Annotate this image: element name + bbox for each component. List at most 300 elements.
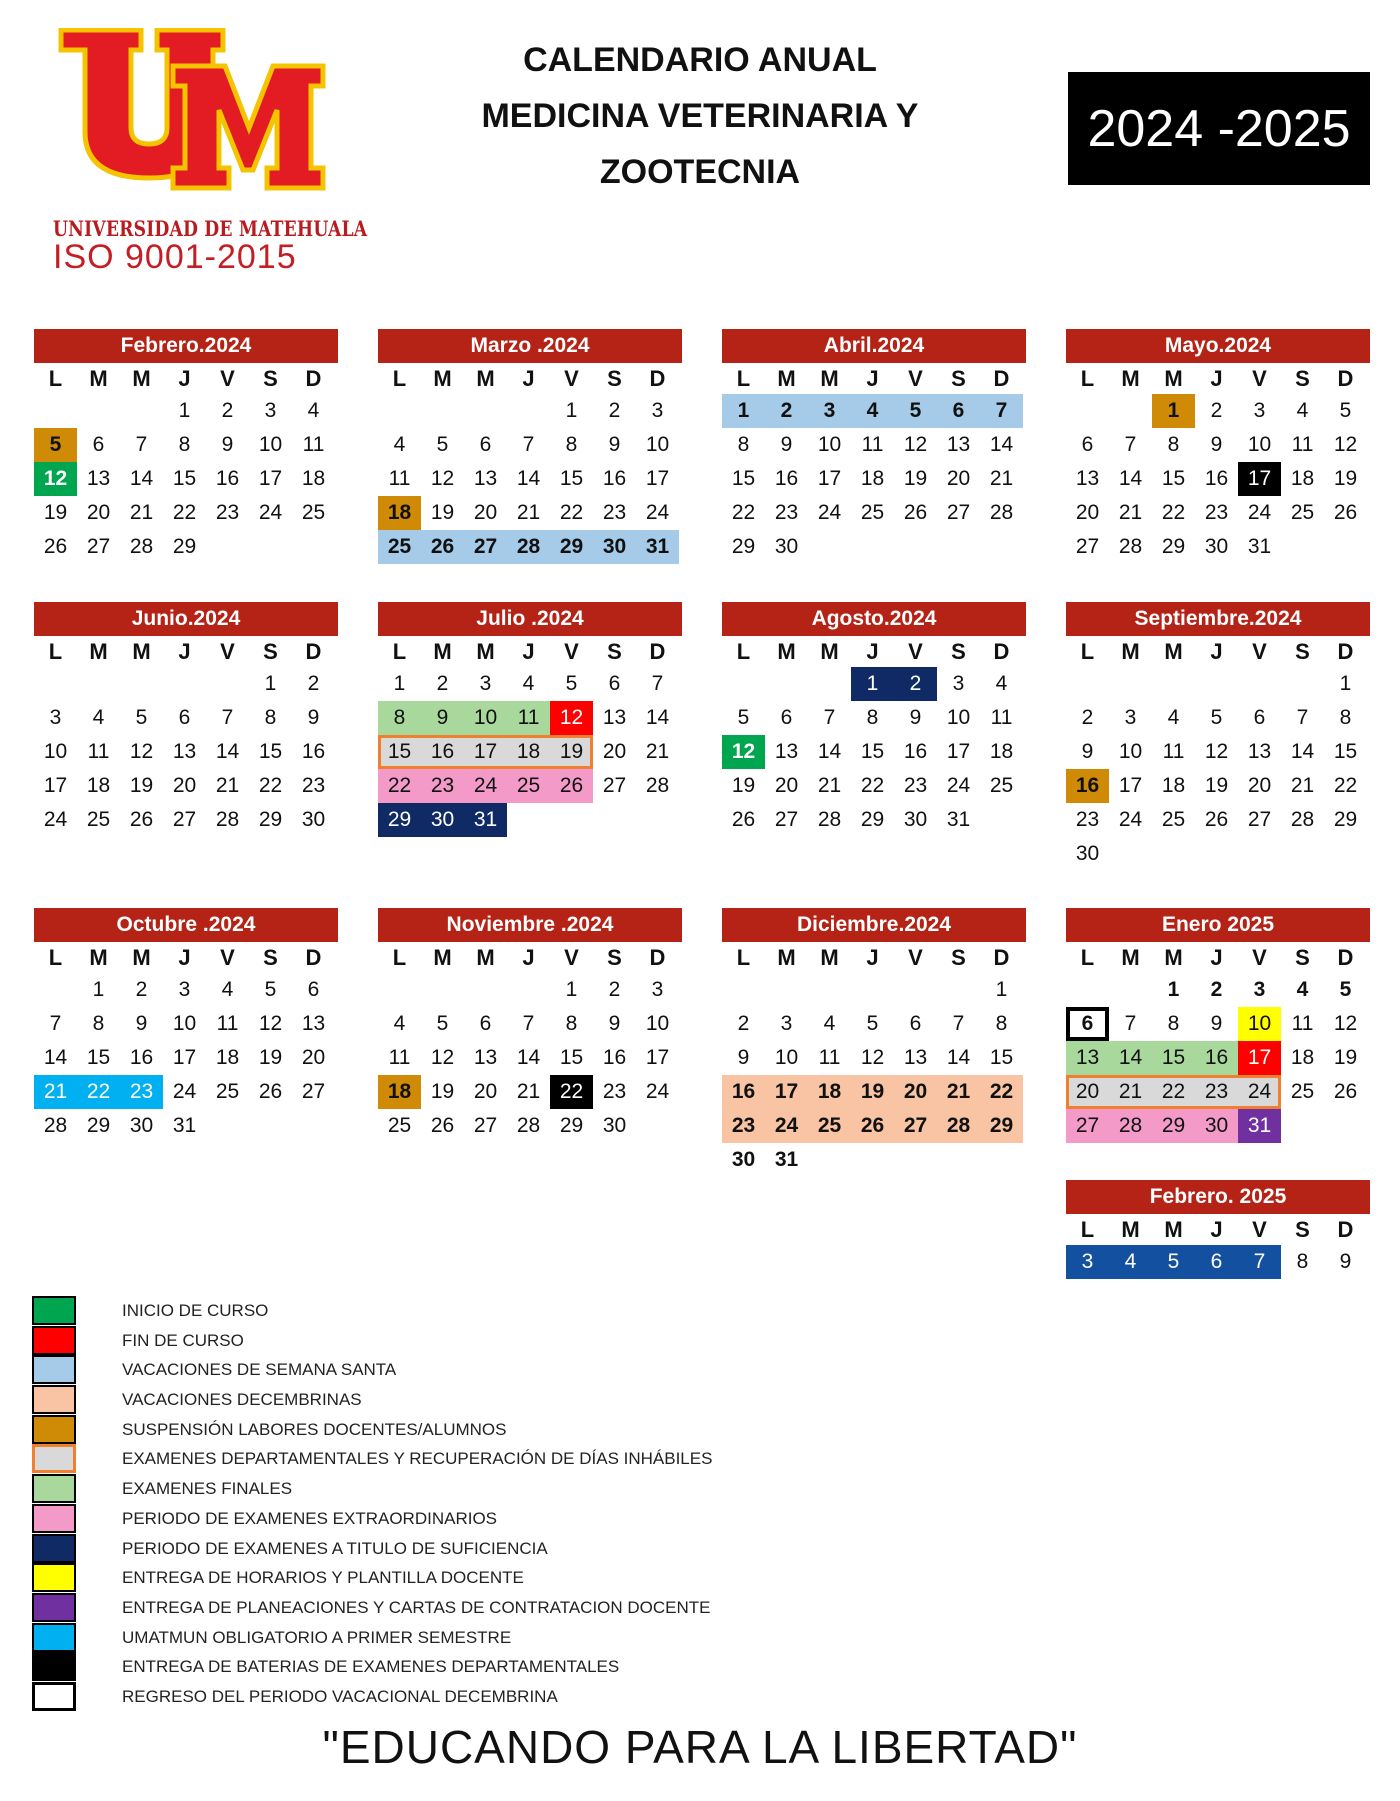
week-row — [378, 1041, 682, 1075]
day-cell: 6 — [1081, 433, 1094, 456]
week-row — [1066, 496, 1370, 530]
day-cell: 19 — [43, 501, 68, 524]
day-cell: 16 — [1066, 769, 1109, 803]
day-cell: 9 — [909, 706, 922, 729]
legend-label: FIN DE CURSO — [122, 1330, 244, 1350]
day-cell: 11 — [87, 740, 110, 763]
day-cell: 10 — [172, 1012, 197, 1035]
week-row — [1066, 1007, 1370, 1041]
week-row — [378, 496, 682, 530]
month-title: Diciembre.2024 — [722, 908, 1026, 942]
day-cell: 7 — [980, 394, 1023, 428]
day-cell: 7 — [952, 1012, 965, 1035]
empty-cell — [937, 530, 980, 564]
weekday-header — [34, 942, 338, 973]
weekday-label: D — [305, 638, 322, 664]
day-cell: 5 — [1339, 399, 1352, 422]
weekday-label: S — [1295, 1216, 1310, 1242]
month-12 — [1066, 908, 1370, 1143]
weekday-label: M — [132, 638, 151, 664]
day-cell: 22 — [1152, 1075, 1195, 1109]
day-cell: 31 — [946, 808, 971, 831]
day-cell: 12 — [430, 1046, 455, 1069]
day-cell: 26 — [430, 1114, 455, 1137]
empty-cell — [120, 667, 163, 701]
weekday-label: V — [908, 365, 923, 391]
day-cell: 17 — [172, 1046, 197, 1069]
legend-label: INICIO DE CURSO — [122, 1301, 269, 1320]
day-cell: 7 — [1124, 433, 1137, 456]
month-9 — [34, 908, 338, 1143]
week-row — [722, 701, 1026, 735]
week-row — [378, 462, 682, 496]
week-row — [722, 803, 1026, 837]
day-cell: 25 — [1290, 1080, 1315, 1103]
month-2 — [378, 329, 682, 564]
day-cell: 17 — [258, 467, 283, 490]
weekday-header — [1066, 942, 1370, 973]
day-cell: 25 — [860, 501, 885, 524]
weekday-label: J — [1210, 365, 1223, 391]
day-cell: 13 — [774, 740, 799, 763]
exam-period-outline — [1066, 1075, 1281, 1109]
day-cell: 19 — [1333, 1046, 1358, 1069]
month-title: Julio .2024 — [378, 602, 682, 636]
day-cell: 25 — [989, 774, 1014, 797]
day-cell: 28 — [989, 501, 1014, 524]
day-cell: 5 — [1339, 978, 1352, 1001]
legend-swatch — [32, 1326, 76, 1355]
day-cell: 21 — [1118, 501, 1143, 524]
day-cell: 21 — [645, 740, 670, 763]
day-cell: 12 — [129, 740, 154, 763]
weekday-label: V — [908, 944, 923, 970]
weekday-label: L — [736, 638, 751, 664]
day-cell: 16 — [1195, 1041, 1238, 1075]
day-cell: 13 — [1247, 740, 1272, 763]
motto: "EDUCANDO PARA LA LIBERTAD" — [322, 1721, 1078, 1773]
day-cell: 6 — [1253, 706, 1266, 729]
day-cell: 5 — [135, 706, 148, 729]
day-cell: 20 — [774, 774, 799, 797]
month-title: Mayo.2024 — [1066, 329, 1370, 363]
day-cell: 15 — [258, 740, 283, 763]
empty-cell — [292, 530, 335, 564]
day-cell: 10 — [774, 1046, 799, 1069]
day-cell: 19 — [903, 467, 928, 490]
day-cell: 1 — [92, 978, 105, 1001]
day-cell: 12 — [1333, 433, 1358, 456]
week-row — [378, 803, 682, 837]
day-cell: 9 — [221, 433, 234, 456]
week-row — [722, 1075, 1026, 1109]
day-cell: 5 — [737, 706, 750, 729]
month-title: Junio.2024 — [34, 602, 338, 636]
empty-cell — [1109, 837, 1152, 871]
day-cell: 4 — [393, 1012, 406, 1035]
day-cell: 13 — [301, 1012, 326, 1035]
day-cell: 18 — [860, 467, 885, 490]
day-cell: 15 — [860, 740, 885, 763]
day-cell: 30 — [1195, 1109, 1238, 1143]
day-cell: 27 — [946, 501, 971, 524]
empty-cell — [722, 667, 765, 701]
day-cell: 9 — [608, 1012, 621, 1035]
week-row — [1066, 803, 1370, 837]
day-cell: 2 — [737, 1012, 750, 1035]
day-cell: 4 — [1109, 1245, 1152, 1279]
day-cell: 15 — [731, 467, 756, 490]
weekday-header — [34, 636, 338, 667]
day-cell: 19 — [851, 1075, 894, 1109]
day-cell: 30 — [301, 808, 326, 831]
weekday-label: M — [476, 944, 495, 970]
day-cell: 13 — [86, 467, 111, 490]
day-cell: 3 — [1066, 1245, 1109, 1279]
week-row — [722, 462, 1026, 496]
day-cell: 20 — [1247, 774, 1272, 797]
day-cell: 2 — [1081, 706, 1094, 729]
day-cell: 4 — [1296, 399, 1309, 422]
empty-cell — [120, 394, 163, 428]
week-row — [1066, 1245, 1370, 1279]
day-cell: 30 — [731, 1148, 756, 1171]
day-cell: 16 — [215, 467, 240, 490]
empty-cell — [1152, 667, 1195, 701]
day-cell: 7 — [49, 1012, 62, 1035]
day-cell: 23 — [215, 501, 240, 524]
empty-cell — [292, 1109, 335, 1143]
day-cell: 9 — [1210, 1012, 1223, 1035]
week-row — [378, 973, 682, 1007]
day-cell: 23 — [301, 774, 326, 797]
day-cell: 25 — [378, 530, 421, 564]
day-cell: 29 — [980, 1109, 1023, 1143]
day-cell: 31 — [172, 1114, 197, 1137]
month-title: Abril.2024 — [722, 329, 1026, 363]
week-row — [378, 667, 682, 701]
day-cell: 29 — [378, 803, 421, 837]
day-cell: 8 — [378, 701, 421, 735]
day-cell: 17 — [1238, 462, 1281, 496]
empty-cell — [464, 973, 507, 1007]
week-row — [722, 394, 1026, 428]
day-cell: 11 — [861, 433, 884, 456]
week-row — [1066, 667, 1370, 701]
day-cell: 18 — [301, 467, 326, 490]
day-cell: 29 — [1333, 808, 1358, 831]
day-cell: 22 — [559, 501, 584, 524]
month-title: Enero 2025 — [1066, 908, 1370, 942]
week-row — [34, 973, 338, 1007]
day-cell: 19 — [731, 774, 756, 797]
day-cell: 29 — [550, 530, 593, 564]
day-cell: 28 — [516, 1114, 541, 1137]
day-cell: 14 — [946, 1046, 971, 1069]
weekday-label: D — [993, 365, 1010, 391]
day-cell: 14 — [1290, 740, 1315, 763]
day-cell: 20 — [946, 467, 971, 490]
day-cell: 9 — [780, 433, 793, 456]
day-cell: 17 — [1118, 774, 1143, 797]
empty-cell — [937, 1143, 980, 1177]
day-cell: 21 — [516, 501, 541, 524]
empty-cell — [206, 530, 249, 564]
day-cell: 15 — [378, 735, 421, 769]
weekday-label: S — [263, 638, 278, 664]
day-cell: 7 — [1238, 1245, 1281, 1279]
day-cell: 9 — [737, 1046, 750, 1069]
empty-cell — [249, 530, 292, 564]
day-cell: 5 — [34, 428, 77, 462]
weekday-label: L — [392, 944, 407, 970]
day-cell: 18 — [989, 740, 1014, 763]
day-cell: 17 — [946, 740, 971, 763]
weekday-label: L — [392, 638, 407, 664]
week-row — [378, 1075, 682, 1109]
empty-cell — [1281, 1109, 1324, 1143]
day-cell: 10 — [645, 433, 670, 456]
week-row — [722, 1143, 1026, 1177]
week-row — [34, 1041, 338, 1075]
day-cell: 25 — [1161, 808, 1186, 831]
day-cell: 16 — [129, 1046, 154, 1069]
empty-cell — [722, 973, 765, 1007]
weekday-label: J — [1210, 944, 1223, 970]
day-cell: 17 — [645, 467, 670, 490]
day-cell: 6 — [1066, 1007, 1109, 1041]
weekday-label: M — [132, 365, 151, 391]
empty-cell — [1324, 530, 1367, 564]
day-cell: 29 — [86, 1114, 111, 1137]
empty-cell — [1195, 837, 1238, 871]
month-title: Septiembre.2024 — [1066, 602, 1370, 636]
day-cell: 28 — [817, 808, 842, 831]
day-cell: 3 — [49, 706, 62, 729]
week-row — [34, 803, 338, 837]
day-cell: 12 — [34, 462, 77, 496]
weekday-label: M — [433, 365, 452, 391]
day-cell: 24 — [946, 774, 971, 797]
legend-label: UMATMUN OBLIGATORIO A PRIMER SEMESTRE — [122, 1627, 512, 1647]
day-cell: 23 — [1075, 808, 1100, 831]
day-cell: 9 — [307, 706, 320, 729]
day-cell: 30 — [903, 808, 928, 831]
week-row — [378, 428, 682, 462]
day-cell: 26 — [1204, 808, 1229, 831]
week-row — [1066, 973, 1370, 1007]
day-cell: 1 — [178, 399, 191, 422]
day-cell: 28 — [937, 1109, 980, 1143]
weekday-label: V — [1252, 944, 1267, 970]
day-cell: 13 — [473, 1046, 498, 1069]
day-cell: 9 — [421, 701, 464, 735]
empty-cell — [1066, 973, 1109, 1007]
day-cell: 29 — [1152, 1109, 1195, 1143]
empty-cell — [206, 1109, 249, 1143]
day-cell: 24 — [1118, 808, 1143, 831]
weekday-label: M — [89, 365, 108, 391]
day-cell: 24 — [43, 808, 68, 831]
day-cell: 8 — [1167, 1012, 1180, 1035]
day-cell: 3 — [479, 672, 492, 695]
day-cell: 29 — [1161, 535, 1186, 558]
day-cell: 31 — [636, 530, 679, 564]
day-cell: 30 — [421, 803, 464, 837]
day-cell: 14 — [989, 433, 1014, 456]
weekday-label: J — [866, 638, 879, 664]
day-cell: 23 — [602, 1080, 627, 1103]
day-cell: 18 — [1290, 467, 1315, 490]
weekday-label: D — [993, 638, 1010, 664]
weekday-label: S — [607, 638, 622, 664]
empty-cell — [1109, 973, 1152, 1007]
day-cell: 21 — [937, 1075, 980, 1109]
month-title: Febrero.2024 — [34, 329, 338, 363]
empty-cell — [1152, 837, 1195, 871]
day-cell: 6 — [307, 978, 320, 1001]
title-line-1: CALENDARIO ANUAL — [523, 41, 877, 79]
weekday-label: V — [564, 365, 579, 391]
weekday-label: D — [1337, 944, 1354, 970]
day-cell: 17 — [765, 1075, 808, 1109]
month-title: Febrero. 2025 — [1066, 1180, 1370, 1214]
empty-cell — [507, 803, 550, 837]
university-logo — [45, 28, 368, 278]
empty-cell — [636, 1109, 679, 1143]
day-cell: 25 — [301, 501, 326, 524]
day-cell: 4 — [307, 399, 320, 422]
day-cell: 14 — [43, 1046, 68, 1069]
week-row — [34, 1109, 338, 1143]
day-cell: 27 — [464, 530, 507, 564]
day-cell: 22 — [550, 1075, 593, 1109]
day-cell: 12 — [903, 433, 928, 456]
day-cell: 10 — [645, 1012, 670, 1035]
empty-cell — [1109, 394, 1152, 428]
weekday-label: V — [908, 638, 923, 664]
day-cell: 7 — [221, 706, 234, 729]
day-cell: 1 — [1339, 672, 1352, 695]
day-cell: 5 — [1152, 1245, 1195, 1279]
day-cell: 12 — [430, 467, 455, 490]
day-cell: 3 — [264, 399, 277, 422]
weekday-label: L — [1080, 944, 1095, 970]
weekday-header — [1066, 363, 1370, 394]
empty-cell — [894, 530, 937, 564]
legend-swatch — [32, 1296, 76, 1325]
day-cell: 23 — [602, 501, 627, 524]
month-6 — [378, 602, 682, 837]
day-cell: 27 — [1075, 535, 1100, 558]
week-row — [1066, 428, 1370, 462]
day-cell: 6 — [479, 433, 492, 456]
empty-cell — [1195, 667, 1238, 701]
weekday-header — [34, 363, 338, 394]
day-cell: 20 — [301, 1046, 326, 1069]
day-cell: 22 — [1161, 501, 1186, 524]
day-cell: 29 — [258, 808, 283, 831]
day-cell: 20 — [172, 774, 197, 797]
day-cell: 5 — [866, 1012, 879, 1035]
week-row — [1066, 394, 1370, 428]
day-cell: 3 — [952, 672, 965, 695]
day-cell: 15 — [86, 1046, 111, 1069]
weekday-label: S — [951, 944, 966, 970]
day-cell: 18 — [1161, 774, 1186, 797]
um-logo-icon — [53, 28, 328, 208]
empty-cell — [378, 973, 421, 1007]
weekday-label: V — [1252, 638, 1267, 664]
day-cell: 25 — [507, 769, 550, 803]
weekday-label: D — [993, 944, 1010, 970]
day-cell: 13 — [1066, 1041, 1109, 1075]
month-7 — [722, 602, 1026, 837]
empty-cell — [421, 973, 464, 1007]
empty-cell — [464, 394, 507, 428]
day-cell: 3 — [651, 399, 664, 422]
week-row — [34, 667, 338, 701]
weekday-label: L — [48, 638, 63, 664]
day-cell: 10 — [43, 740, 68, 763]
weekday-label: L — [736, 944, 751, 970]
day-cell: 7 — [823, 706, 836, 729]
week-row — [1066, 735, 1370, 769]
legend-swatch — [32, 1623, 76, 1652]
day-cell: 4 — [995, 672, 1008, 695]
weekday-header — [378, 363, 682, 394]
day-cell: 24 — [817, 501, 842, 524]
empty-cell — [507, 973, 550, 1007]
legend-swatch — [32, 1474, 76, 1503]
day-cell: 26 — [851, 1109, 894, 1143]
day-cell: 14 — [516, 1046, 541, 1069]
day-cell: 16 — [774, 467, 799, 490]
day-cell: 3 — [651, 978, 664, 1001]
day-cell: 10 — [258, 433, 283, 456]
day-cell: 9 — [1210, 433, 1223, 456]
day-cell: 7 — [522, 1012, 535, 1035]
day-cell: 23 — [421, 769, 464, 803]
empty-cell — [765, 667, 808, 701]
day-cell: 20 — [602, 740, 627, 763]
legend-swatch — [32, 1355, 76, 1384]
week-row — [1066, 701, 1370, 735]
day-cell: 4 — [1167, 706, 1180, 729]
weekday-label: S — [951, 365, 966, 391]
day-cell: 24 — [1238, 1075, 1281, 1109]
empty-cell — [249, 1109, 292, 1143]
weekday-label: D — [305, 944, 322, 970]
day-cell: 26 — [731, 808, 756, 831]
day-cell: 29 — [731, 535, 756, 558]
day-cell: 16 — [722, 1075, 765, 1109]
day-cell: 3 — [178, 978, 191, 1001]
empty-cell — [1066, 667, 1109, 701]
day-cell: 26 — [903, 501, 928, 524]
day-cell: 14 — [215, 740, 240, 763]
day-cell: 11 — [990, 706, 1013, 729]
day-cell: 25 — [215, 1080, 240, 1103]
day-cell: 22 — [378, 769, 421, 803]
week-row — [34, 769, 338, 803]
month-title: Marzo .2024 — [378, 329, 682, 363]
day-cell: 24 — [1247, 501, 1272, 524]
day-cell: 4 — [221, 978, 234, 1001]
empty-cell — [77, 667, 120, 701]
weekday-header — [1066, 636, 1370, 667]
week-row — [1066, 769, 1370, 803]
